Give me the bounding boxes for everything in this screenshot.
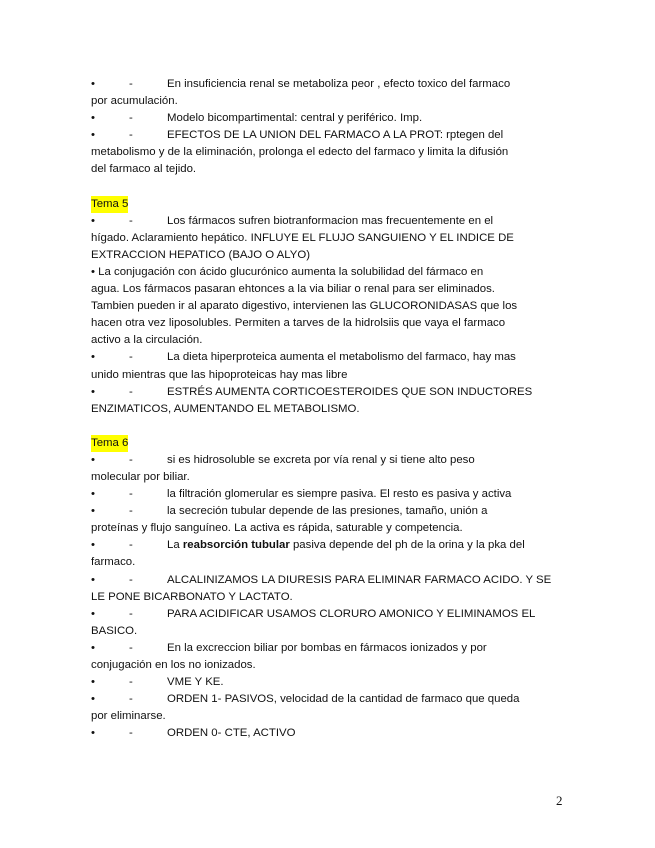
section-heading-tema5: Tema 5 xyxy=(91,196,128,213)
list-item: • - EFECTOS DE LA UNION DEL FARMACO A LA PROT: rptegen del xyxy=(91,129,504,142)
list-item: • - ALCALINIZAMOS LA DIURESIS PARA ELIMINAR FARMACO ACIDO. Y SE xyxy=(91,573,552,586)
list-item-continuation: farmaco. xyxy=(91,556,136,569)
list-item-continuation: proteínas y flujo sanguíneo. La activa es rápida, saturable y competencia. xyxy=(91,522,463,535)
bold-term: reabsorción tubular xyxy=(182,539,290,552)
list-item: • - ORDEN 0- CTE, ACTIVO xyxy=(91,727,296,740)
list-item-continuation: por acumulación. xyxy=(91,95,178,108)
list-item: • La conjugación con ácido glucurónico aumenta la solubilidad del fármaco en xyxy=(91,265,484,278)
list-item-continuation: activo a la circulación. xyxy=(91,334,203,347)
list-item: • - En insuficiencia renal se metaboliza peor , efecto toxico del farmaco xyxy=(91,78,511,90)
list-item-continuation: ENZIMATICOS, AUMENTANDO EL METABOLISMO. xyxy=(91,402,360,415)
section-heading-tema6: Tema 6 xyxy=(91,435,128,452)
list-item-continuation: Tambien pueden ir al aparato digestivo, intervienen las GLUCORONIDASAS que los xyxy=(91,300,518,313)
list-item: • - ORDEN 1- PASIVOS, velocidad de la cantidad de farmaco que queda xyxy=(91,693,520,706)
list-item-continuation: hacen otra vez liposolubles. Permiten a tarves de la hidrolsiis que vaya el farmaco xyxy=(91,317,506,330)
list-item: • - La reabsorción tubular pasiva depende del ph de la orina y la pka del xyxy=(91,539,525,552)
list-item-continuation: por eliminarse. xyxy=(91,710,166,723)
list-item-continuation: unido mientras que las hipoproteicas hay mas libre xyxy=(91,368,348,381)
list-item: • - la filtración glomerular es siempre pasiva. El resto es pasiva y activa xyxy=(91,488,512,501)
list-item: • - si es hidrosoluble se excreta por vía renal y si tiene alto peso xyxy=(91,453,475,466)
list-item-continuation: agua. Los fármacos pasaran ehtonces a la via biliar o renal para ser eliminados. xyxy=(91,283,495,296)
list-item-continuation: molecular por biliar. xyxy=(91,470,190,483)
list-item-continuation: conjugación en los no ionizados. xyxy=(91,659,256,671)
list-item: • - Los fármacos sufren biotranformacion mas frecuentemente en el xyxy=(91,214,494,227)
list-item: • - La dieta hiperproteica aumenta el metabolismo del farmaco, hay mas xyxy=(91,351,516,364)
list-item-continuation: BASICO. xyxy=(91,624,138,637)
list-item-continuation: LE PONE BICARBONATO Y LACTATO. xyxy=(91,590,293,603)
list-item-continuation: EXTRACCION HEPATICO (BAJO O ALYO) xyxy=(91,248,310,261)
list-item-continuation: metabolismo y de la eliminación, prolonga el edecto del farmaco y limita la difusión xyxy=(91,146,509,159)
list-item: • - VME Y KE. xyxy=(91,676,224,689)
list-item: • - la secreción tubular depende de las presiones, tamaño, unión a xyxy=(91,505,488,518)
page-number: 2 xyxy=(556,793,563,808)
document-body xyxy=(91,76,571,742)
list-item-continuation: hígado. Aclaramiento hepático. INFLUYE EL FLUJO SANGUIENO Y EL INDICE DE xyxy=(91,231,514,244)
list-item: • - En la excreccion biliar por bombas en fármacos ionizados y por xyxy=(91,641,487,654)
list-item: • - ESTRÉS AUMENTA CORTICOESTEROIDES QUE SON INDUCTORES xyxy=(91,385,533,398)
list-item: • - Modelo bicompartimental: central y periférico. Imp. xyxy=(91,112,423,125)
list-item: • - PARA ACIDIFICAR USAMOS CLORURO AMONICO Y ELIMINAMOS EL xyxy=(91,607,536,620)
list-item-continuation: del farmaco al tejido. xyxy=(91,163,197,176)
